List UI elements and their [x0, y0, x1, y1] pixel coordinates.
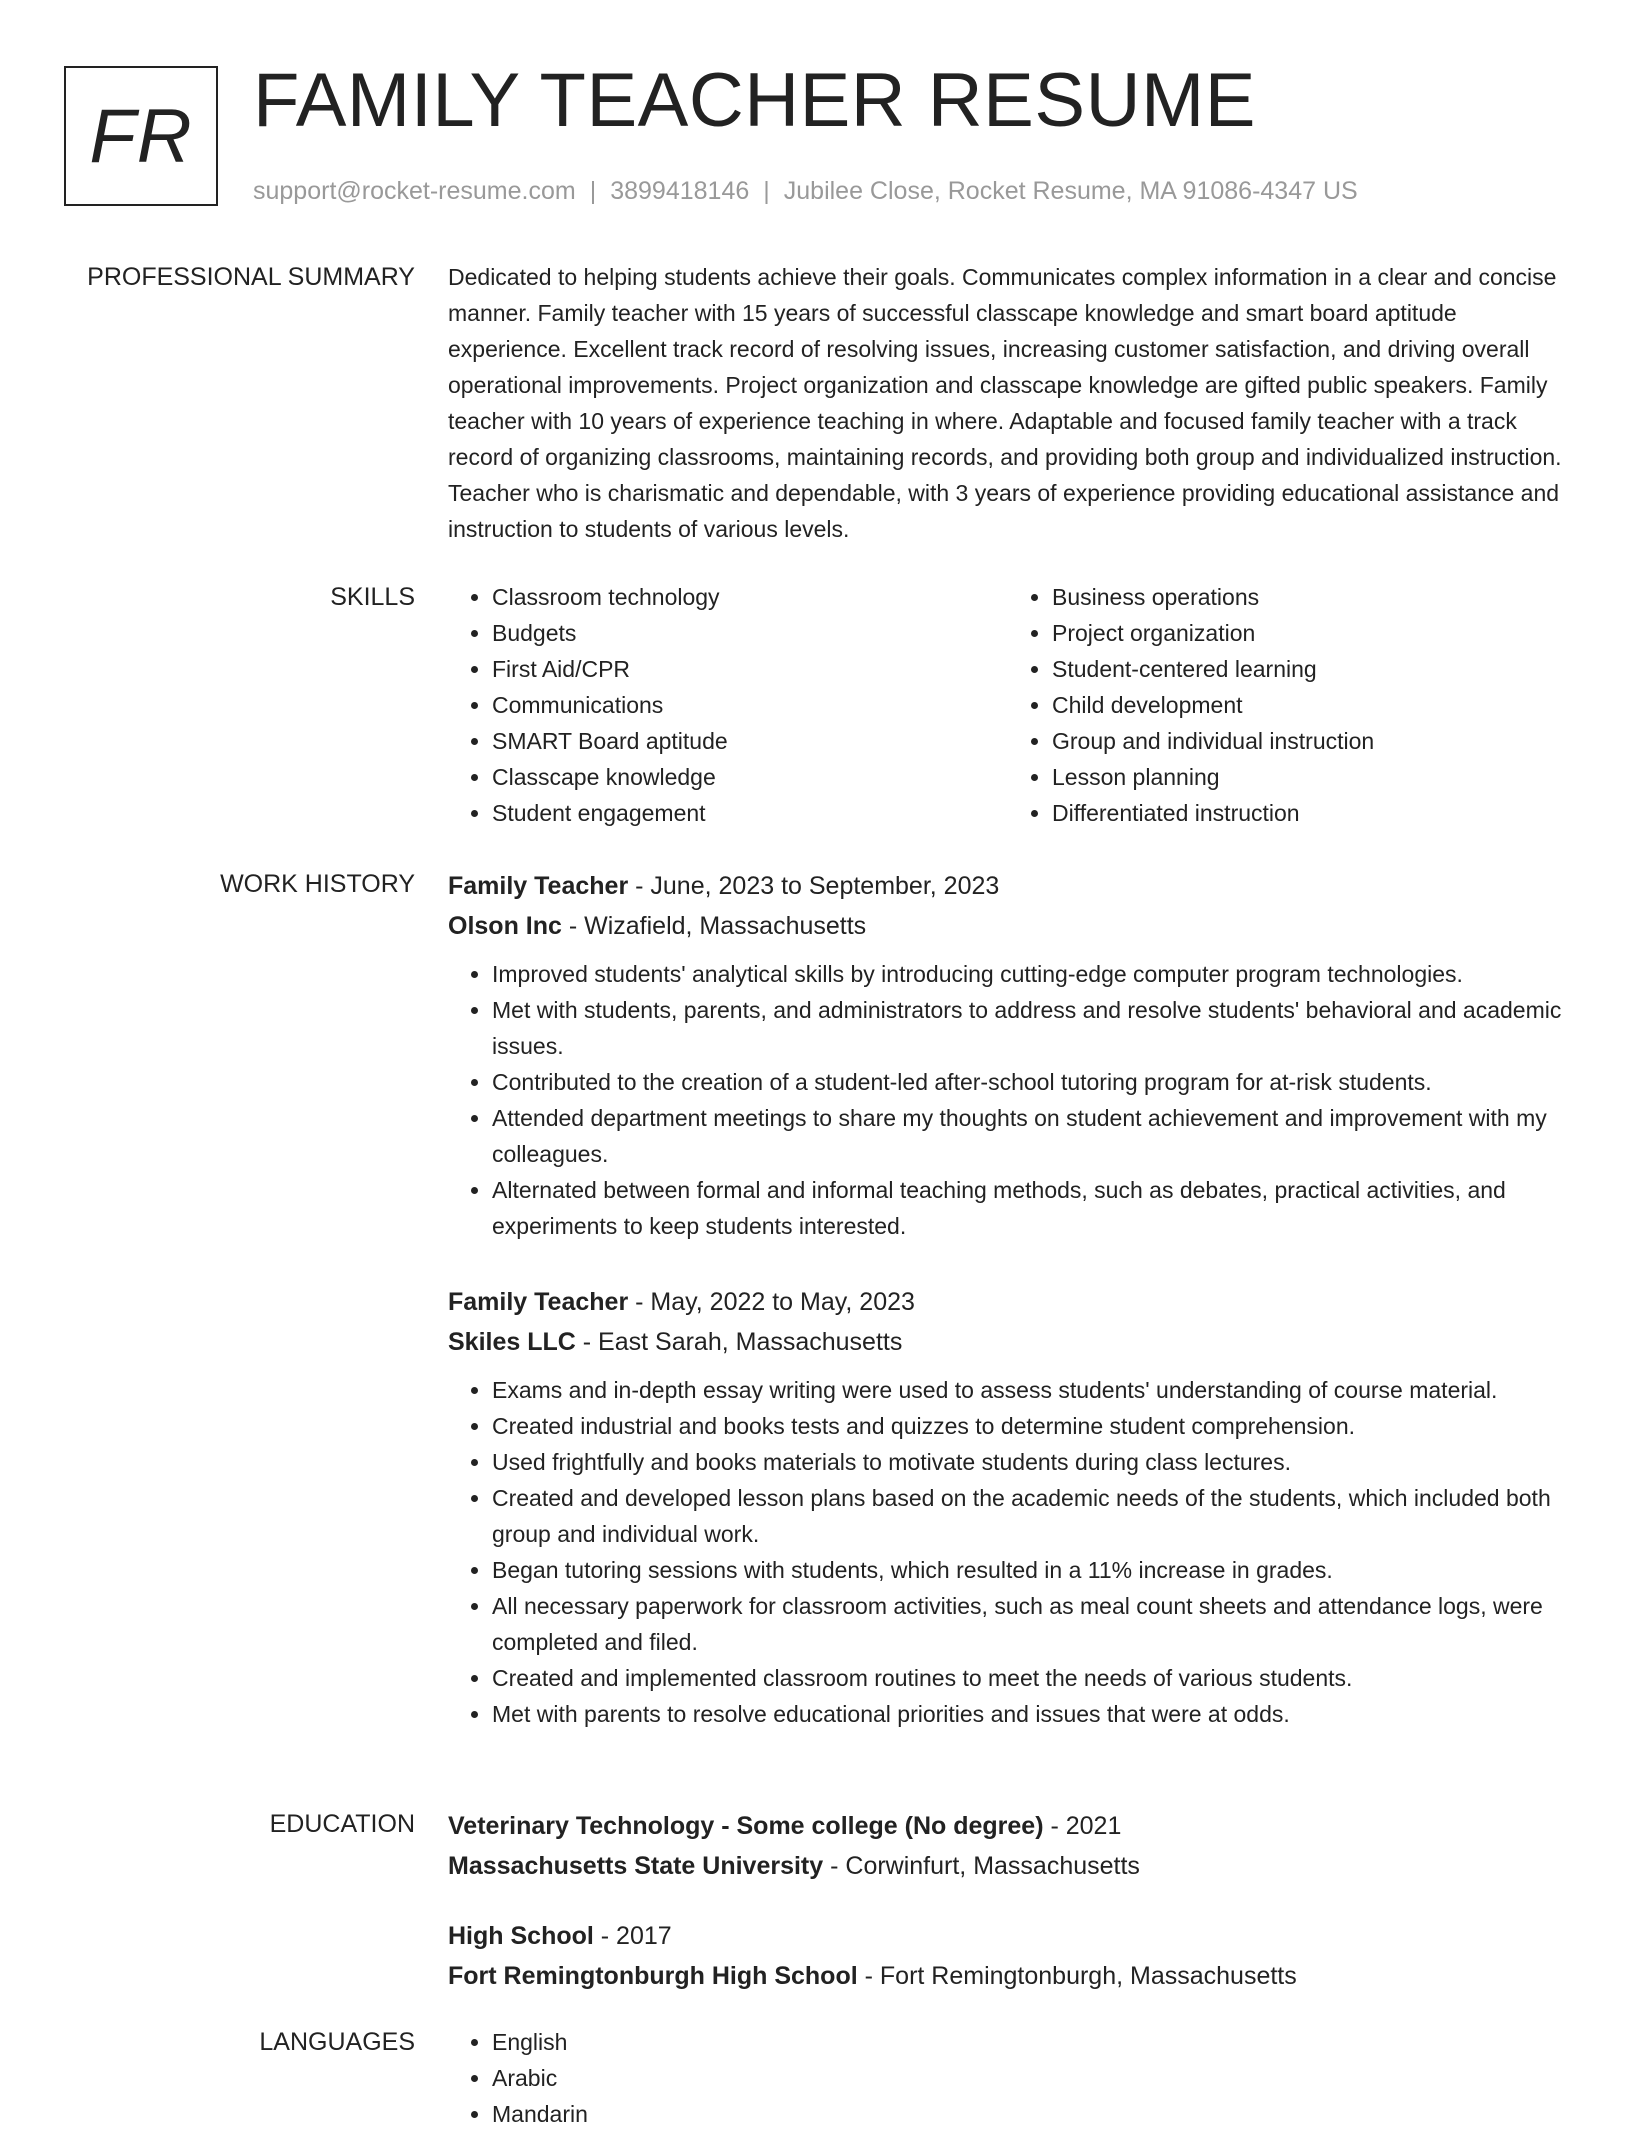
skill-item: • Classcape knowledge [492, 759, 1008, 795]
job-bullet: • Used frightfully and books materials to motivate students during class lectures. [492, 1444, 1568, 1480]
contact-line [253, 175, 1358, 207]
skill-item: • Differentiated instruction [1052, 795, 1568, 831]
education-school: Fort Remingtonburgh High School [448, 1962, 858, 1990]
work-body [448, 866, 1568, 1244]
education-school: Massachusetts State University [448, 1852, 824, 1880]
monogram-logo: FR [64, 66, 218, 206]
job-dates: - May, 2022 to May, 2023 [628, 1288, 915, 1316]
job-company-line [448, 1322, 1568, 1362]
skill-item: • Group and individual instruction [1052, 723, 1568, 759]
education-body-2 [448, 1916, 1568, 2014]
skill-item: • SMART Board aptitude [492, 723, 1008, 759]
skill-item: • Student-centered learning [1052, 651, 1568, 687]
education-year: - 2017 [593, 1922, 672, 1950]
languages-body [448, 2024, 1568, 2132]
job-bullet: • Contributed to the creation of a student-led after-school tutoring program for at-risk students. [492, 1064, 1568, 1100]
job-bullet: • Attended department meetings to share my thoughts on student achievement and improvement with my colleagues. [492, 1100, 1568, 1172]
job-title-line [448, 866, 1568, 906]
summary-text: Dedicated to helping students achieve their goals. Communicates complex information in a clear and concise manner. Family teacher with 15 years of successful classcape knowledge and smart board aptitude experience. Excellent track record of resolving issues, increasing customer satisfaction, and driving overall operational improvements. Project organization and classcape knowledge are gifted public speakers. Family teacher with 10 years of experience teaching in where. Adaptable and focused family teacher with a track record of organizing classrooms, maintaining records, and providing both group and individualized instruction. Teacher who is charismatic and dependable, with 3 years of experience providing educational assistance and instruction to students of various levels. [448, 264, 1562, 542]
education-location: - Fort Remingtonburgh, Massachusetts [857, 1962, 1297, 1990]
job-bullet: • Began tutoring sessions with students, which resulted in a 11% increase in grades. [492, 1552, 1568, 1588]
job-entry [448, 1282, 1568, 1732]
contact-email[interactable]: support@rocket-resume.com [253, 177, 576, 205]
job-bullet: • Created and developed lesson plans based on the academic needs of the students, which included both group and individual work. [492, 1480, 1568, 1552]
job-title: Family Teacher [448, 1288, 629, 1316]
education-degree: High School [448, 1922, 594, 1950]
education-degree-line [448, 1806, 1568, 1846]
job-bullet: • Exams and in-depth essay writing were used to assess students' understanding of course material. [492, 1372, 1568, 1408]
education-school-line [448, 1956, 1568, 1996]
summary-body [448, 259, 1568, 547]
job-bullet: • Alternated between formal and informal teaching methods, such as debates, practical activities, and experiments to keep students interested. [492, 1172, 1568, 1244]
skills-list-left [448, 579, 1008, 831]
section-label-education: EDUCATION [269, 1810, 415, 1838]
job-bullet: • Met with parents to resolve educational priorities and issues that were at odds. [492, 1696, 1568, 1732]
job-entry [448, 866, 1568, 1244]
skill-item: • Classroom technology [492, 579, 1008, 615]
job-bullets [448, 956, 1568, 1244]
job-title: Family Teacher [448, 872, 629, 900]
education-entry [448, 1806, 1568, 1886]
contact-separator: | [763, 177, 770, 205]
languages-list [448, 2024, 1568, 2132]
skill-item: • Business operations [1052, 579, 1568, 615]
skill-item: • First Aid/CPR [492, 651, 1008, 687]
job-bullet: • Improved students' analytical skills by introducing cutting-edge computer program technologies. [492, 956, 1568, 992]
language-item: • Arabic [492, 2060, 1568, 2096]
skill-item: • Lesson planning [1052, 759, 1568, 795]
job-dates: - June, 2023 to September, 2023 [628, 872, 1000, 900]
skills-body [448, 579, 1568, 831]
education-year: - 2021 [1043, 1812, 1122, 1840]
language-item: • Mandarin [492, 2096, 1568, 2132]
job-bullet: • All necessary paperwork for classroom activities, such as meal count sheets and attendance logs, were completed and filed. [492, 1588, 1568, 1660]
job-company: Olson Inc [448, 912, 562, 940]
contact-separator: | [589, 177, 597, 205]
job-bullet: • Created industrial and books tests and quizzes to determine student comprehension. [492, 1408, 1568, 1444]
education-degree: Veterinary Technology - Some college (No degree) [448, 1812, 1044, 1840]
job-company: Skiles LLC [448, 1328, 576, 1356]
education-location: - Corwinfurt, Massachusetts [823, 1852, 1140, 1880]
skill-item: • Project organization [1052, 615, 1568, 651]
education-entry [448, 1916, 1568, 1996]
resume-title: FAMILY TEACHER RESUME [253, 58, 1256, 143]
section-label-summary: PROFESSIONAL SUMMARY [87, 263, 415, 291]
skill-item: • Budgets [492, 615, 1008, 651]
skill-item: • Communications [492, 687, 1008, 723]
job-location: - Wizafield, Massachusetts [561, 912, 867, 940]
job-bullets [448, 1372, 1568, 1732]
section-label-work: WORK HISTORY [220, 870, 415, 898]
job-title-line [448, 1282, 1568, 1322]
skill-item: • Child development [1052, 687, 1568, 723]
job-bullet: • Met with students, parents, and administrators to address and resolve students' behavioral and academic issues. [492, 992, 1568, 1064]
section-label-languages: LANGUAGES [259, 2028, 415, 2056]
education-degree-line [448, 1916, 1568, 1956]
job-bullet: • Created and implemented classroom routines to meet the needs of various students. [492, 1660, 1568, 1696]
job-company-line [448, 906, 1568, 946]
language-item: • English [492, 2024, 1568, 2060]
contact-phone[interactable]: 3899418146 [610, 177, 750, 205]
skill-item: • Student engagement [492, 795, 1008, 831]
skills-list-right [1008, 579, 1568, 831]
job-location: - East Sarah, Massachusetts [575, 1328, 903, 1356]
contact-address: Jubilee Close, Rocket Resume, MA 91086-4347 US [783, 177, 1358, 205]
education-body [448, 1806, 1568, 1904]
section-label-skills: SKILLS [330, 583, 415, 611]
education-school-line [448, 1846, 1568, 1886]
work-body-2 [448, 1282, 1568, 1732]
